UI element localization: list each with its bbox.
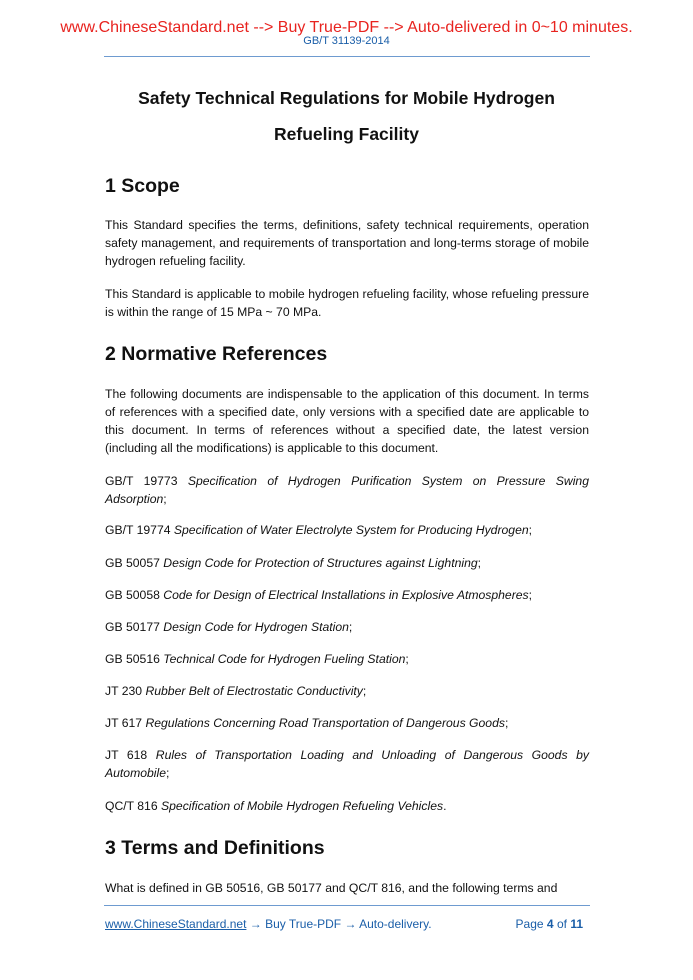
reference-end: ; [528,523,533,537]
reference-item [105,746,589,782]
reference-item [105,682,589,700]
reference-end: . [443,799,447,813]
reference-title: Design Code for Protection of Structures against Lightning [163,556,478,570]
header-divider [104,56,590,57]
reference-item [105,472,589,508]
reference-code: JT 230 [105,684,143,698]
reference-end: ; [362,684,367,698]
section-3-heading: 3 Terms and Definitions [105,837,325,859]
reference-end: ; [165,766,170,780]
reference-title: Rules of Transportation Loading and Unloading of Dangerous Goods by Automobile [105,748,589,780]
reference-title: Design Code for Hydrogen Station [163,620,349,634]
scope-paragraph-1: This Standard specifies the terms, definitions, safety technical requirements, operation safety management, and requirements of transportation and long-terms storage of mobile hydrogen refueling facility. [105,218,589,268]
normative-references-intro: The following documents are indispensable to the application of this document. In terms of references with a specified date, only versions with a specified date are applicable to this document. In terms of references without a specified date, the latest version (including all the modifications) is applicable to this document. [105,387,589,455]
reference-item [105,714,589,732]
top-banner[interactable]: www.ChineseStandard.net --> Buy True-PDF --> Auto-delivered in 0~10 minutes. [60,19,633,36]
reference-code: GB/T 19773 [105,474,178,488]
page-label: Page [515,917,544,931]
page-footer [105,915,589,933]
reference-code: GB 50516 [105,652,160,666]
reference-end: ; [405,652,409,666]
reference-title: Specification of Mobile Hydrogen Refueling Vehicles [161,799,444,813]
reference-item [105,554,589,572]
reference-code: JT 617 [105,716,143,730]
page-current: 4 [546,917,554,931]
reference-item [105,797,589,815]
reference-item [105,618,589,636]
reference-end: ; [163,492,167,506]
section-1-heading: 1 Scope [105,175,180,197]
reference-end: ; [528,588,533,602]
reference-code: GB 50177 [105,620,160,634]
page-total: 11 [570,917,583,931]
reference-title: Code for Design of Electrical Installations in Explosive Atmospheres [163,588,529,602]
page-indicator [516,915,583,933]
reference-item [105,586,589,604]
reference-end: ; [477,556,482,570]
page-of: of [556,917,567,931]
reference-code: GB 50057 [105,556,160,570]
reference-title: Specification of Hydrogen Purification System on Pressure Swing Adsorption [105,474,589,506]
footer-divider [104,905,590,906]
reference-code: GB/T 19774 [105,523,171,537]
reference-title: Rubber Belt of Electrostatic Conductivity [145,684,363,698]
reference-title: Technical Code for Hydrogen Fueling Station [163,652,406,666]
document-title-line-2: Refueling Facility [274,124,419,144]
section-2-heading: 2 Normative References [105,343,328,365]
footer-website-link[interactable]: www.ChineseStandard.net [105,917,247,931]
reference-item [105,521,589,539]
reference-end: ; [348,620,353,634]
reference-end: ; [504,716,509,730]
reference-code: GB 50058 [105,588,160,602]
standard-number-header: GB/T 31139-2014 [303,35,390,47]
footer-link-suffix: → Buy True-PDF → Auto-delivery. [246,917,432,931]
reference-title: Specification of Water Electrolyte System for Producing Hydrogen [173,523,529,537]
terms-paragraph-1: What is defined in GB 50516, GB 50177 and QC/T 816, and the following terms and [105,881,558,895]
reference-item [105,650,589,668]
scope-paragraph-2: This Standard is applicable to mobile hydrogen refueling facility, whose refueling pressure is within the range of 15 MPa ~ 70 MPa. [105,287,589,319]
reference-code: JT 618 [105,748,148,762]
reference-title: Regulations Concerning Road Transportation of Dangerous Goods [145,716,505,730]
document-title-line-1: Safety Technical Regulations for Mobile Hydrogen [138,88,555,108]
reference-code: QC/T 816 [105,799,158,813]
